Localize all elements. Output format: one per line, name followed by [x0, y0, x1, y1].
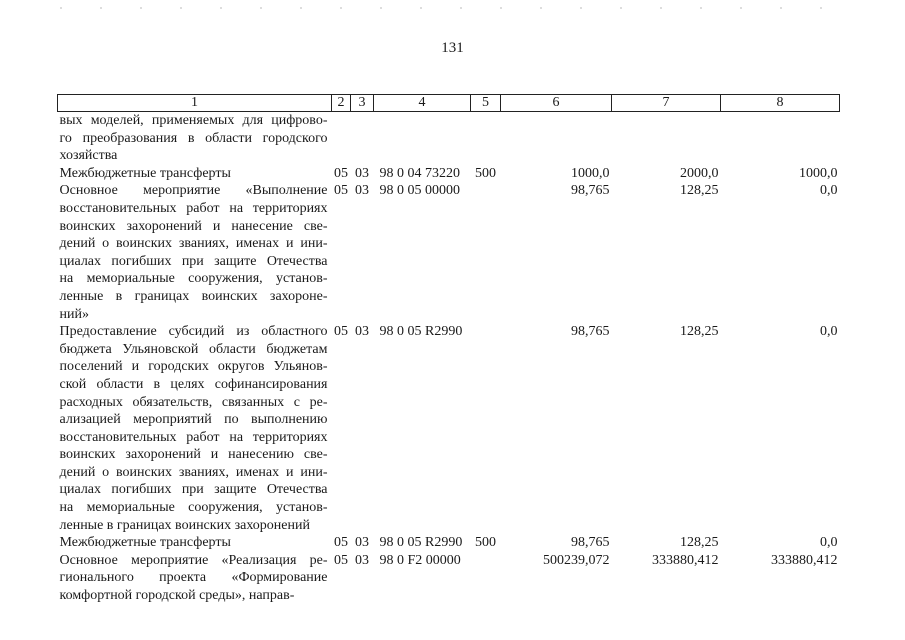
target-article-code: 98 0 05 00000: [379, 183, 460, 199]
row-description: [58, 165, 332, 183]
row-description: [58, 112, 332, 165]
budget-table: [57, 94, 840, 605]
description-line: Основное мероприятие «Реализация ре-: [59, 552, 328, 568]
table-body: [58, 112, 840, 605]
description-line: ний»: [59, 306, 89, 322]
row-description: [58, 534, 332, 552]
page-number: 131: [441, 40, 464, 56]
subsection-code: 03: [355, 324, 369, 340]
expense-type-code: [471, 182, 501, 323]
section-code: 05: [334, 183, 348, 199]
description-line: дений о воинских званиях, именах и ини-: [59, 464, 328, 480]
description-line: ленные в границах воинских захороне-: [59, 288, 328, 304]
amount-col7: [612, 112, 721, 165]
expense-type-code: 500: [475, 165, 496, 181]
description-line: ской области в целях софинансирования: [59, 376, 328, 392]
amount-col8: 0,0: [820, 324, 838, 340]
amount-col6: 98,765: [571, 535, 610, 551]
description-line: ленные в границах воинских захоронений: [59, 517, 310, 533]
amount-col8: 333880,412: [771, 552, 838, 568]
table-row: [58, 323, 840, 534]
table-header-row: [58, 95, 840, 112]
subsection-code: 03: [355, 165, 369, 181]
subsection-code: 03: [355, 535, 369, 551]
description-line: воинских захоронений и нанесение све-: [59, 218, 328, 234]
expense-type-code: [471, 552, 501, 605]
description-line: восстановительных работ на территориях: [59, 429, 328, 445]
description-line: Основное мероприятие «Выполнение: [59, 183, 328, 199]
column-header: 6: [501, 95, 612, 112]
description-line: поселений и городских округов Ульянов-: [59, 359, 328, 375]
description-line: бюджета Ульяновской области бюджетам: [59, 341, 328, 357]
amount-col6: 98,765: [571, 183, 610, 199]
row-description: [58, 552, 332, 605]
scan-artifact: [60, 7, 860, 9]
description-line: на мемориальные сооружения, установ-: [59, 271, 328, 287]
description-line: дений о воинских званиях, именах и ини-: [59, 236, 328, 252]
description-line: гионального проекта «Формирование: [59, 570, 328, 586]
description-line: ализацией мероприятий по выполнению: [59, 412, 328, 428]
table-row: [58, 112, 840, 165]
section-code: [332, 112, 351, 165]
description-line: воинских захоронений и нанесению све-: [59, 447, 328, 463]
row-description: [58, 182, 332, 323]
description-line: восстановительных работ на территориях: [59, 200, 328, 216]
target-article-code: 98 0 05 R2990: [379, 535, 463, 551]
column-header: 2: [332, 95, 351, 112]
description-line: циалах погибших при защите Отечества: [59, 253, 328, 269]
description-line: Межбюджетные трансферты: [59, 165, 231, 181]
amount-col6: 98,765: [571, 324, 610, 340]
subsection-code: 03: [355, 552, 369, 568]
section-code: 05: [334, 165, 348, 181]
description-line: Предоставление субсидий из областного: [59, 324, 328, 340]
amount-col8: 0,0: [820, 183, 838, 199]
table-row: [58, 534, 840, 552]
expense-type-code: [471, 323, 501, 534]
section-code: 05: [334, 535, 348, 551]
description-line: комфортной городской среды», направ-: [59, 588, 295, 604]
column-header: 3: [351, 95, 374, 112]
section-code: 05: [334, 552, 348, 568]
amount-col8: 0,0: [820, 535, 838, 551]
amount-col6: 1000,0: [571, 165, 610, 181]
amount-col7: 128,25: [680, 324, 719, 340]
column-header: 7: [612, 95, 721, 112]
amount-col7: 128,25: [680, 183, 719, 199]
target-article-code: [374, 112, 471, 165]
table-row: [58, 182, 840, 323]
target-article-code: 98 0 04 73220: [379, 165, 460, 181]
column-header: 4: [374, 95, 471, 112]
description-line: Межбюджетные трансферты: [59, 535, 231, 551]
table-row: [58, 552, 840, 605]
description-line: циалах погибших при защите Отечества: [59, 482, 328, 498]
amount-col8: 1000,0: [799, 165, 838, 181]
amount-col6: 500239,072: [543, 552, 610, 568]
column-header: 5: [471, 95, 501, 112]
section-code: 05: [334, 324, 348, 340]
table-row: [58, 165, 840, 183]
amount-col7: 333880,412: [652, 552, 719, 568]
subsection-code: [351, 112, 374, 165]
amount-col6: [501, 112, 612, 165]
column-header: 1: [58, 95, 332, 112]
column-header: 8: [721, 95, 840, 112]
expense-type-code: [471, 112, 501, 165]
amount-col8: [721, 112, 840, 165]
target-article-code: 98 0 05 R2990: [379, 324, 463, 340]
amount-col7: 128,25: [680, 535, 719, 551]
description-line: хозяйства: [59, 148, 118, 164]
description-line: вых моделей, применяемых для цифрово-: [59, 113, 328, 128]
description-line: расходных обязательств, связанных с ре-: [59, 394, 328, 410]
description-line: го преобразования в области городского: [59, 130, 328, 146]
row-description: [58, 323, 332, 534]
amount-col7: 2000,0: [680, 165, 719, 181]
expense-type-code: 500: [475, 535, 496, 551]
description-line: на мемориальные сооружения, установ-: [59, 500, 328, 516]
target-article-code: 98 0 F2 00000: [379, 552, 461, 568]
subsection-code: 03: [355, 183, 369, 199]
